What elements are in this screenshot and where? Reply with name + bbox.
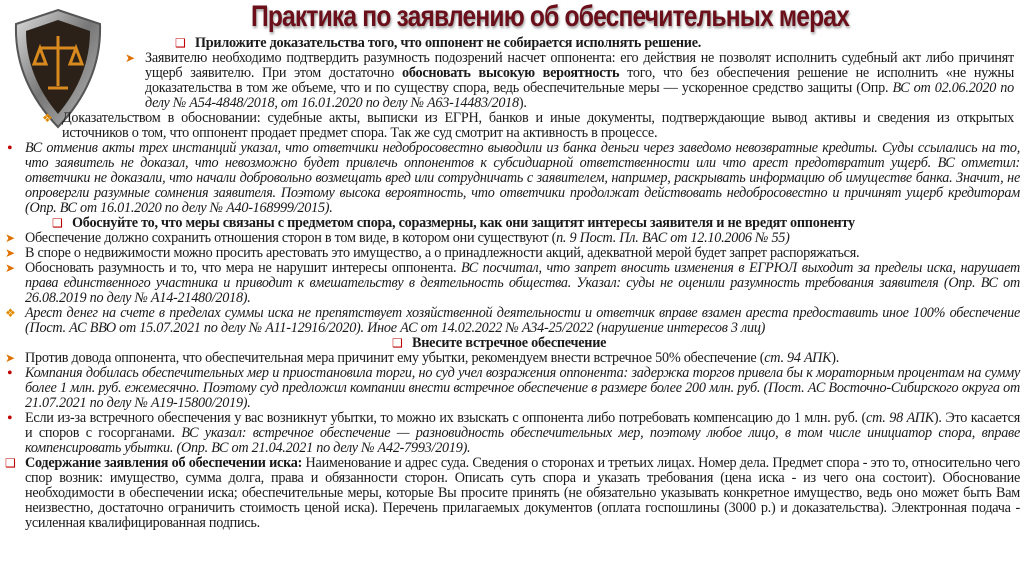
text-segment: ст. 94 АПК — [764, 350, 832, 366]
text-segment: Содержание заявления об обеспечении иска: — [25, 455, 303, 471]
list-item — [0, 411, 1020, 456]
checkbox-bullet-icon: ❑ — [52, 216, 63, 230]
item-text — [25, 366, 1020, 411]
dot-bullet-icon: • — [7, 140, 13, 157]
item-text — [25, 261, 1020, 306]
list-item — [0, 36, 1020, 51]
item-text — [72, 216, 1020, 231]
text-segment: Обосновать разумность и то, что мера не нарушит интересы оппонента. — [25, 260, 461, 276]
text-segment: ВС указал: встречное обеспечение — разновидность обеспечительных мер, поэтому любое лицо, в том числе инициатор спора, вправе компенсировать убытки. (Опр. ВС от 21.04.2021 по делу № А42-7993/2019). — [25, 425, 1020, 456]
list-item — [0, 366, 1020, 411]
text-segment: Компания добилась обеспечительных мер и приостановила торги, но суд учел возражения оппонента: задержка торгов привела бы к мораторным процентам на сумму более 1 млн. руб. ежемесячно. Поэтому суд предложил компании внести встречное обеспечение в размере более 200 млн. руб. (Пост. АС Восточно-Сибирского округа от 21.07.2021 по делу № А19-15800/2019). — [25, 365, 1020, 411]
item-text — [25, 351, 1020, 366]
text-segment: Внесите встречное обеспечение — [412, 335, 607, 351]
list-item — [0, 216, 1020, 231]
text-segment: В споре о недвижимости можно просить арестовать это имущество, а о принадлежности акций, адекватной мерой будет запрет распоряжаться. — [25, 245, 860, 261]
arrow-bullet-icon: ➤ — [5, 351, 15, 365]
text-segment: п. 9 Пост. Пл. ВАС от 12.10.2006 № 55) — [556, 230, 790, 246]
item-text — [195, 36, 1020, 51]
text-segment: ). Это касается и споров с госорганами. — [25, 410, 1021, 441]
text-segment: ст. 98 АПК — [866, 410, 934, 426]
item-text — [62, 111, 1014, 141]
item-text — [25, 231, 1020, 246]
checkbox-bullet-icon: ❑ — [175, 36, 186, 50]
dot-bullet-icon: • — [7, 365, 13, 382]
list-item — [0, 261, 1020, 306]
text-segment: Обоснуйте то, что меры связаны с предметом спора, соразмерны, как они защитят интересы заявителя и не вредят оппоненту — [72, 215, 855, 231]
list-item — [0, 231, 1020, 246]
list-item — [0, 351, 1020, 366]
text-segment: Приложите доказательства того, что оппонент не собирается исполнять решение. — [195, 35, 702, 51]
text-segment: Обеспечение должно сохранить отношения сторон в том виде, в котором они существуют ( — [25, 230, 557, 246]
text-segment: ВС отменив акты трех инстанций указал, что ответчики недобросовестно выводили из банка деньги через заведомо невозвратные кредиты. Суды ссылались на то, что заявитель не доказал, что невозможно будет привлечь оппонентов к субсидиарной ответственности или что арест предотвратит ущерб. ВС отметил: ответчики не доказали, что начали добровольно возмещать вред или сотрудничать с заявителем, например, раскрывать информацию об имуществе банка. Значит, не опровергли разумные сомнения заявителя. Поэтому высока вероятность, что ответчики продолжат действовать недобросовестно и причинят ущерб кредиторам (Опр. ВС от 16.01.2020 по делу № А40-168999/2015). — [25, 140, 1020, 216]
arrow-bullet-icon: ➤ — [5, 261, 15, 275]
text-segment: Наименование и адрес суда. Сведения о сторонах и третьих лицах. Номер дела. Предмет спора - это то, относительно чего спор возник: имущество, сумма долга, права и обязанности сторон. Описать суть спора и указать требования (цена иска - из чего она состоит). Обоснование необходимости в обеспечении иска; обеспечительные меры, которые Вы просите принять (не обязательно указывать конкретное имущество, ведь оно может быть Вам неизвестно, достаточно ограничить стоимость ценой иска). Перечень прилагаемых документов (оплата госпошлины (3000 р.) и доказательства). Электронная подача - усиленная квалифицированная подпись. — [25, 455, 1020, 531]
list-item — [0, 306, 1020, 336]
item-text — [25, 411, 1020, 456]
item-text — [25, 306, 1020, 336]
checkbox-bullet-icon: ❑ — [5, 456, 16, 470]
text-segment: обосновать высокую вероятность — [402, 65, 620, 81]
list-item — [0, 141, 1020, 216]
text-segment: ВС посчитал, что запрет вносить изменения в ЕГРЮЛ выходит за пределы иска, нарушает права единственного участника и приводит к вмешательству в деятельность общества. Указал: суды не оценили разумность требования заявителя (Опр. ВС от 26.08.2019 по делу № А14-21480/2018). — [25, 260, 1020, 306]
text-segment: Арест денег на счете в пределах суммы иска не препятствует хозяйственной деятельности и ответчик вправе взамен ареста предоставить иное 100% обеспечение (Пост. АС ВВО от 15.07.2021 по делу № А11-12916/2020). Иное АС от 14.02.2022 № А34-25/2022 (нарушение интересов 3 лиц) — [25, 305, 1020, 336]
text-segment: Заявителю необходимо подтвердить разумность подозрений насчет оппонента: его действия не позволят исполнить судебный акт либо причинят ущерб заявителю. При этом достаточно — [145, 50, 1014, 81]
list-item — [0, 51, 1020, 111]
diamond-bullet-icon: ❖ — [42, 111, 53, 125]
text-segment: ). — [518, 95, 527, 111]
diamond-bullet-icon: ❖ — [5, 306, 16, 320]
list-item — [0, 246, 1020, 261]
text-segment: Против довода оппонента, что обеспечительная мера причинит ему убытки, рекомендуем внести встречное 50% обеспечение ( — [25, 350, 765, 366]
text-segment: ВС от 02.06.2020 по делу № А54-4848/2018, от 16.01.2020 по делу № А63-14483/2018 — [145, 80, 1014, 111]
list-item — [0, 456, 1020, 531]
item-text — [412, 336, 1020, 351]
arrow-bullet-icon: ➤ — [5, 231, 15, 245]
arrow-bullet-icon: ➤ — [5, 246, 15, 260]
text-segment: Если из-за встречного обеспечения у вас возникнут убытки, то можно их взыскать с оппонента либо потребовать компенсацию до 1 млн. руб. ( — [25, 410, 867, 426]
list-item — [0, 111, 1020, 141]
text-segment: ). — [831, 350, 840, 366]
list-item — [0, 336, 1020, 351]
slide-title: Практика по заявлению об обеспечительных мерах — [250, 0, 850, 33]
content-list — [0, 36, 1020, 531]
item-text — [25, 246, 1020, 261]
item-text — [25, 141, 1020, 216]
dot-bullet-icon: • — [7, 410, 13, 427]
text-segment: Доказательством в обосновании: судебные акты, выписки из ЕГРН, банков и иные документы, подтверждающие вывод активы и сведения из открытых источников о том, что оппонент продает предмет спора. Так же суд смотрит на активность в процессе. — [62, 110, 1014, 141]
checkbox-bullet-icon: ❑ — [392, 336, 403, 350]
text-segment: того, что без обеспечения решение не исполнить «не нужны доказательства в том же объеме, что и по существу спора, ведь обеспечительные меры — ускоренное средство защиты (Опр. — [145, 65, 1015, 96]
arrow-bullet-icon: ➤ — [125, 51, 135, 65]
item-text — [145, 51, 1014, 111]
item-text — [25, 456, 1020, 531]
